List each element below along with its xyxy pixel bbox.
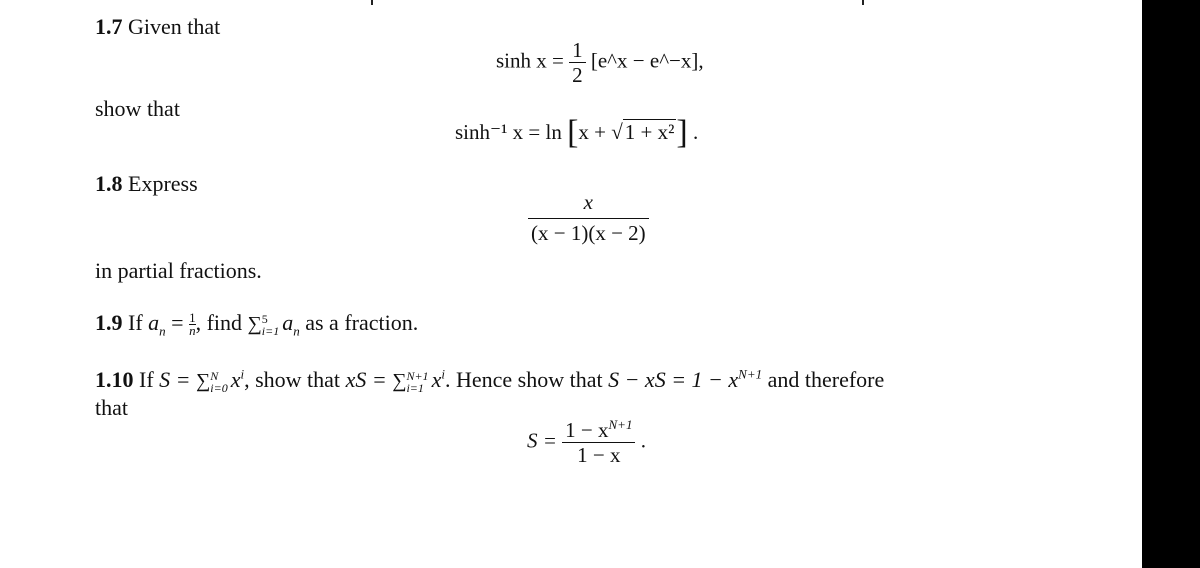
fraction-numerator: x (583, 190, 593, 214)
problem-text: as a fraction. (305, 310, 419, 335)
fraction-numerator: 1 (189, 310, 196, 326)
sum-term: x (230, 367, 241, 392)
problem-number: 1.10 (95, 367, 134, 392)
equation-lhs: sinh x = (496, 48, 564, 73)
sum-upper-limit: N+1 (406, 368, 429, 383)
square-root: √1 + x² (611, 120, 675, 144)
equation-lhs: S = (527, 428, 557, 453)
fraction-numerator (562, 418, 635, 442)
problem-1-9 (95, 310, 418, 337)
problem-text: that (95, 395, 128, 420)
sum-upper-limit: N (210, 368, 219, 383)
equation-end: . (640, 428, 646, 453)
equals-sign: = (171, 310, 184, 335)
summation-limits (262, 313, 279, 337)
fraction-denominator: 2 (569, 62, 586, 87)
problem-text: If (128, 310, 143, 335)
problem-text: , show that (244, 367, 341, 392)
subscript: n (159, 323, 166, 339)
summation-limits (406, 370, 428, 394)
problem-1-8-heading (95, 171, 198, 197)
equation-end: . (693, 120, 699, 144)
equation-sinh-definition (496, 38, 704, 87)
problem-text-show: show that (95, 96, 180, 121)
problem-1-7-heading (95, 14, 220, 40)
summation-symbol: ∑ (196, 370, 211, 392)
problem-text: Given that (128, 14, 221, 39)
problem-number: 1.9 (95, 310, 123, 335)
equation-geometric-sum (527, 418, 646, 467)
fraction-half (569, 38, 586, 87)
problem-number: 1.8 (95, 171, 123, 196)
fraction-numerator: 1 (572, 38, 583, 62)
sequence-term: a (148, 310, 160, 335)
page-edge-mark (371, 0, 373, 5)
fraction (528, 190, 649, 245)
problem-text: Express (128, 171, 198, 196)
summation-symbol: ∑ (247, 313, 262, 335)
sum-lower-limit: i=1 (406, 380, 424, 395)
equation-partial-fraction (528, 190, 649, 245)
sum-lower-limit: i=0 (210, 380, 228, 395)
subscript: n (293, 323, 300, 339)
radicand: 1 + x² (624, 120, 675, 144)
numerator-expression: 1 − x (565, 418, 609, 442)
math-expression: S = (159, 367, 191, 392)
superscript: N+1 (738, 366, 763, 382)
summation-symbol: ∑ (392, 370, 407, 392)
equation-arcsinh (455, 114, 699, 151)
superscript: i (240, 366, 245, 382)
superscript: N+1 (608, 417, 633, 432)
problem-text: in partial fractions. (95, 258, 262, 283)
math-expression: xS = (345, 367, 387, 392)
sum-term: a (282, 310, 294, 335)
bracket-close: ] (676, 114, 688, 151)
sum-lower-limit: i=1 (261, 323, 280, 338)
equation-rhs: [e^x − e^−x], (590, 48, 704, 73)
sum-upper-limit: 5 (261, 311, 268, 326)
math-expression: S − xS = 1 − x (608, 367, 739, 392)
bracket-open: [ (567, 114, 579, 151)
fraction-denominator: (x − 1)(x − 2) (528, 218, 649, 245)
fraction-denominator: 1 − x (562, 442, 635, 467)
fraction (562, 418, 635, 467)
equation-lhs: sinh⁻¹ x = ln (455, 120, 562, 144)
problem-text: , find (195, 310, 243, 335)
problem-1-10 (95, 367, 884, 394)
problem-text: If (139, 367, 154, 392)
equation-inner: x + (578, 120, 606, 144)
fraction-denominator: n (189, 323, 196, 339)
superscript: i (441, 366, 445, 382)
problem-text: . Hence show that (444, 367, 603, 392)
summation-limits (210, 370, 227, 394)
problem-number: 1.7 (95, 14, 123, 39)
page-edge-mark (862, 0, 864, 5)
sum-term: x (431, 367, 442, 392)
problem-text: and therefore (767, 367, 885, 392)
